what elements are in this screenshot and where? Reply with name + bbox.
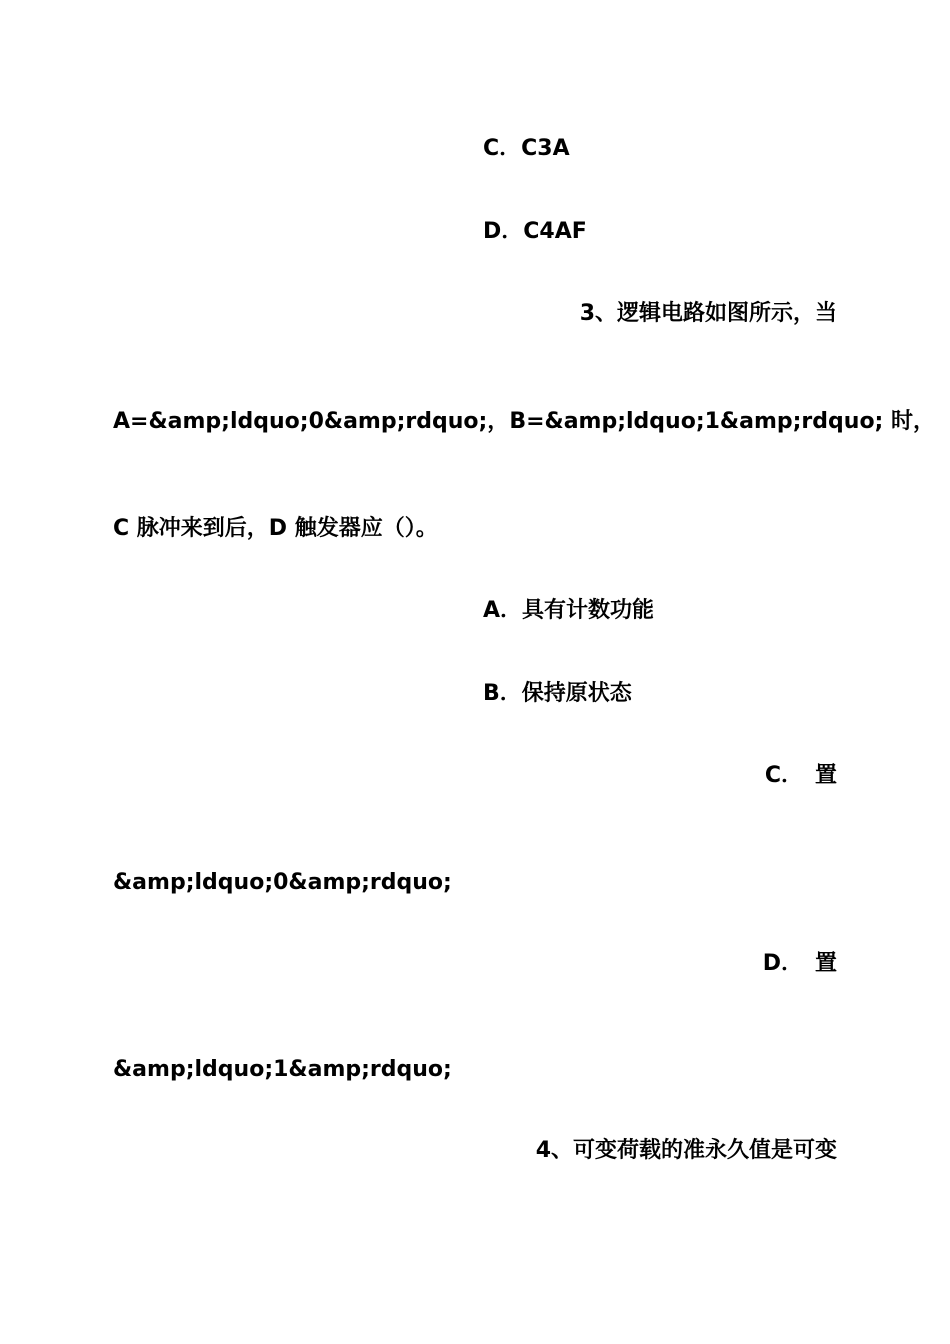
q3-option-d-continuation: &amp;ldquo;1&amp;rdquo; [113, 1057, 452, 1082]
option-label: D． [762, 951, 803, 976]
q2-option-c [483, 136, 570, 162]
option-label: B． [483, 681, 522, 706]
option-text: C3A [521, 136, 570, 161]
option-label: A． [483, 598, 523, 623]
option-text: 保持原状态 [521, 681, 632, 706]
q3-stem-line1: 3、逻辑电路如图所示，当 [579, 301, 837, 326]
q3-stem-a-value: A=&amp;ldquo;0&amp;rdquo;， [113, 409, 510, 434]
option-label: C． [764, 763, 803, 788]
option-text: 置 [814, 763, 837, 788]
option-text: C4AF [523, 219, 587, 244]
q3-option-b [483, 681, 632, 707]
option-label: D． [483, 219, 524, 244]
q3-option-c [765, 763, 837, 789]
option-text: 置 [814, 951, 837, 976]
option-text: 具有计数功能 [522, 598, 655, 623]
q3-option-a [483, 598, 654, 624]
q3-stem-line2 [113, 409, 936, 435]
option-label: C． [483, 136, 522, 161]
q2-option-d [483, 219, 587, 245]
q3-option-d [763, 951, 837, 977]
q3-stem-line3: C 脉冲来到后，D 触发器应（）。 [113, 516, 438, 541]
q4-stem-line1: 4、可变荷载的准永久值是可变 [535, 1138, 837, 1163]
q3-stem-b-value: B=&amp;ldquo;1&amp;rdquo; 时， [509, 409, 936, 434]
q3-option-c-continuation: &amp;ldquo;0&amp;rdquo; [113, 870, 452, 895]
